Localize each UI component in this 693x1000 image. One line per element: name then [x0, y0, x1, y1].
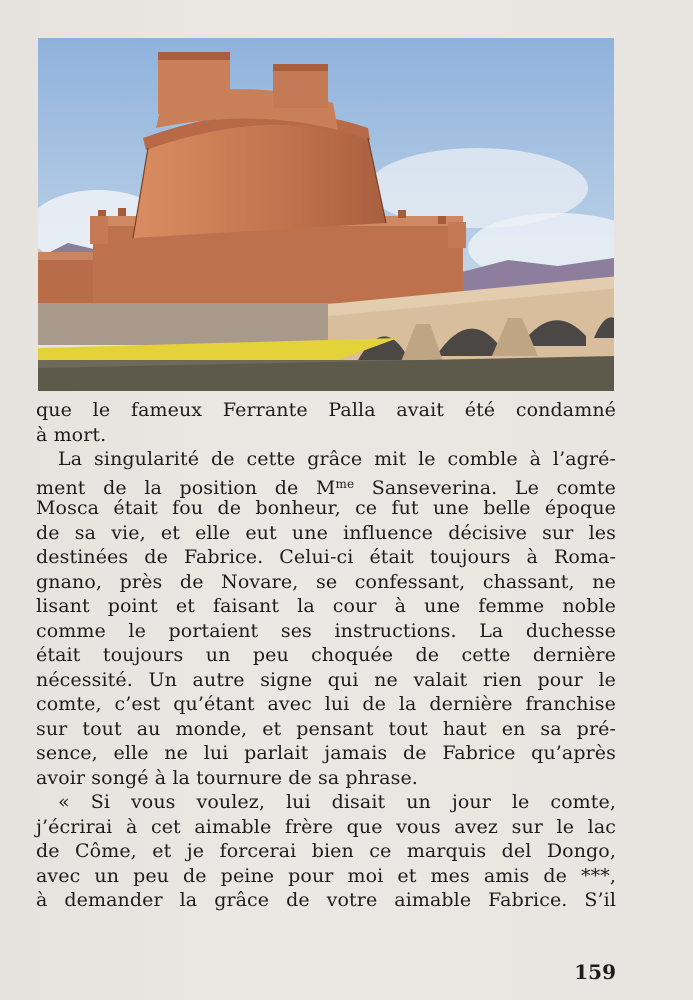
- text-line: sence, elle ne lui parlait jamais de Fabrice qu’après: [36, 742, 616, 764]
- castle-illustration: [38, 38, 614, 391]
- body-text: [36, 398, 616, 913]
- text-line: comte, c’est qu’étant avec lui de la dernière franchise: [36, 693, 616, 715]
- text-line: « Si vous voulez, lui disait un jour le comte,: [58, 791, 616, 813]
- text-line: sur tout au monde, et pensant tout haut en sa pré-: [36, 717, 616, 740]
- text-line: était toujours un peu choquée de cette dernière: [36, 644, 616, 666]
- text-line: nécessité. Un autre signe qui ne valait rien pour le: [36, 668, 616, 691]
- title-abbreviation: M: [315, 476, 336, 499]
- text-line: à demander la grâce de votre aimable Fabrice. S’il: [36, 889, 616, 911]
- text-line: que le fameux Ferrante Palla avait été condamné: [36, 399, 616, 421]
- text-line: avec un peu de peine pour moi et mes amis de ***,: [36, 864, 616, 887]
- text-line: à mort.: [36, 423, 107, 446]
- text-line: comme le portaient ses instructions. La duchesse: [36, 619, 616, 642]
- text-line: lisant point et faisant la cour à une femme noble: [36, 595, 616, 617]
- text-line: j’écrirai à cet aimable frère que vous avez sur le lac: [36, 815, 616, 838]
- text-segment: Sanseverina. Le comte: [354, 476, 616, 499]
- text-segment: ment de la position de: [36, 476, 316, 499]
- text-line: destinées de Fabrice. Celui-ci était toujours à Roma-: [36, 546, 616, 568]
- text-line: de sa vie, et elle eut une influence décisive sur les: [36, 521, 616, 544]
- page-number: 159: [574, 960, 616, 984]
- text-line: avoir songé à la tournure de sa phrase.: [36, 766, 418, 789]
- text-line: La singularité de cette grâce mit le comble à l’agré-: [58, 448, 616, 470]
- title-abbreviation-superscript: me: [335, 476, 355, 491]
- text-line: de Côme, et je forcerai bien ce marquis del Dongo,: [36, 840, 616, 862]
- text-line: [36, 472, 616, 497]
- text-line: Mosca était fou de bonheur, ce fut une belle époque: [36, 497, 616, 519]
- text-line: gnano, près de Novare, se confessant, chassant, ne: [36, 570, 616, 593]
